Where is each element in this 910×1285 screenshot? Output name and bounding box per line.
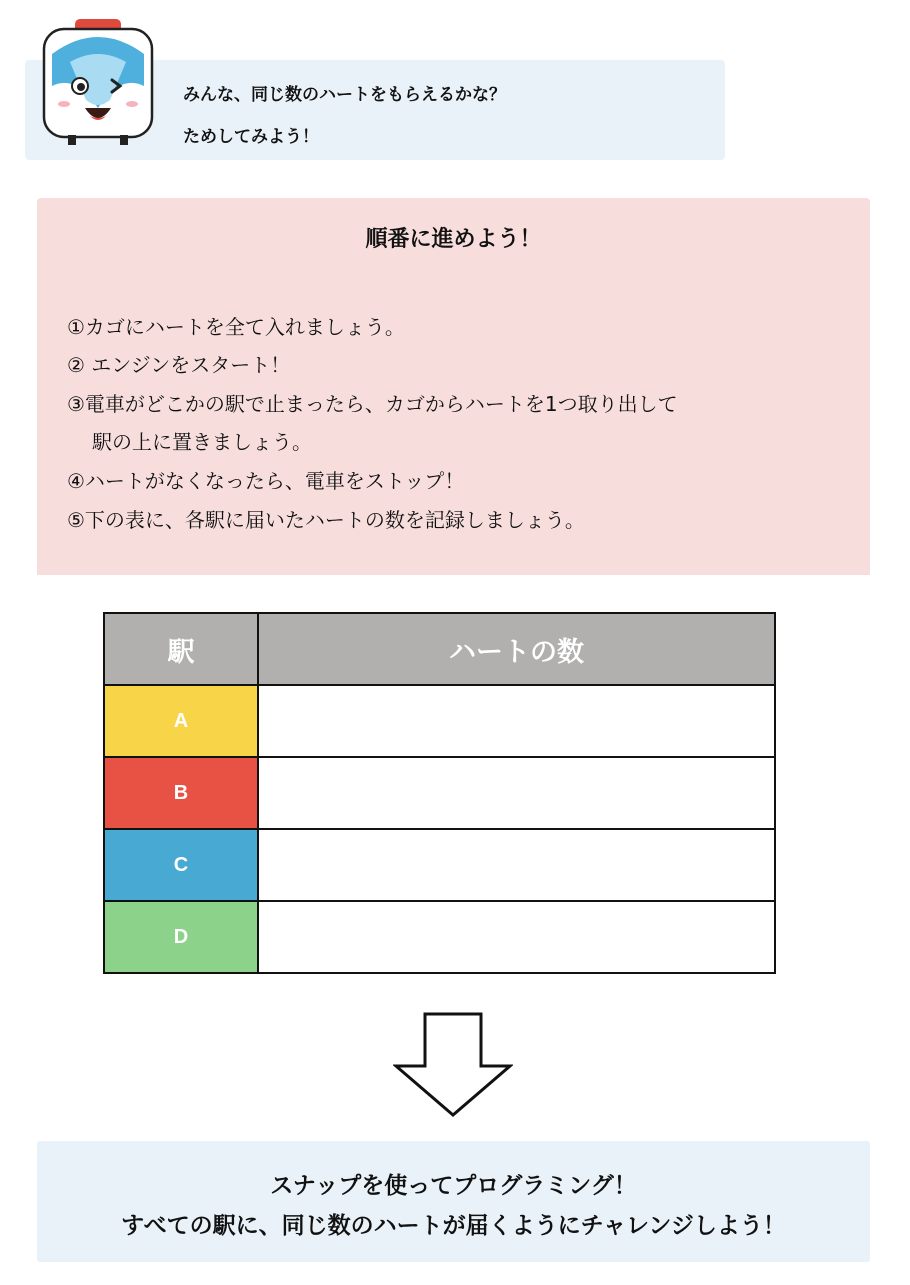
table-row [104, 829, 775, 901]
station-d-cell: D [104, 901, 258, 973]
table-row [104, 901, 775, 973]
step-5: ⑤下の表に、各駅に届いたハートの数を記録しましょう。 [67, 508, 585, 532]
train-mascot-icon [40, 16, 156, 148]
station-d-count[interactable] [258, 901, 775, 973]
steps-box [37, 198, 870, 575]
station-c-count[interactable] [258, 829, 775, 901]
table-row [104, 757, 775, 829]
station-a-cell: A [104, 685, 258, 757]
goal-line-1: スナップを使ってプログラミング！ [270, 1173, 637, 1199]
header-station: 駅 [104, 613, 258, 685]
station-c-cell: C [104, 829, 258, 901]
station-b-cell: B [104, 757, 258, 829]
step-1: ①カゴにハートを全て入れましょう。 [67, 315, 405, 339]
step-2: ② エンジンをスタート！ [67, 353, 291, 377]
heart-count-table [103, 612, 776, 974]
step-3-continued: 駅の上に置きましょう。 [92, 430, 312, 454]
station-a-count[interactable] [258, 685, 775, 757]
intro-line-1: みんな、同じ数のハートをもらえるかな？ [183, 85, 506, 105]
intro-line-2: ためしてみよう！ [183, 127, 319, 147]
step-4: ④ハートがなくなったら、電車をストップ！ [67, 469, 465, 493]
goal-line-2: すべての駅に、同じ数のハートが届くようにチャレンジしよう！ [121, 1213, 786, 1239]
step-3: ③電車がどこかの駅で止まったら、カゴからハートを1つ取り出して [67, 392, 678, 416]
down-arrow-icon [393, 1012, 513, 1118]
goal-box [37, 1141, 870, 1262]
table-row [104, 685, 775, 757]
header-heart-count: ハートの数 [258, 613, 775, 685]
steps-title: 順番に進めよう！ [365, 227, 542, 252]
table-header-row [104, 613, 775, 685]
station-b-count[interactable] [258, 757, 775, 829]
